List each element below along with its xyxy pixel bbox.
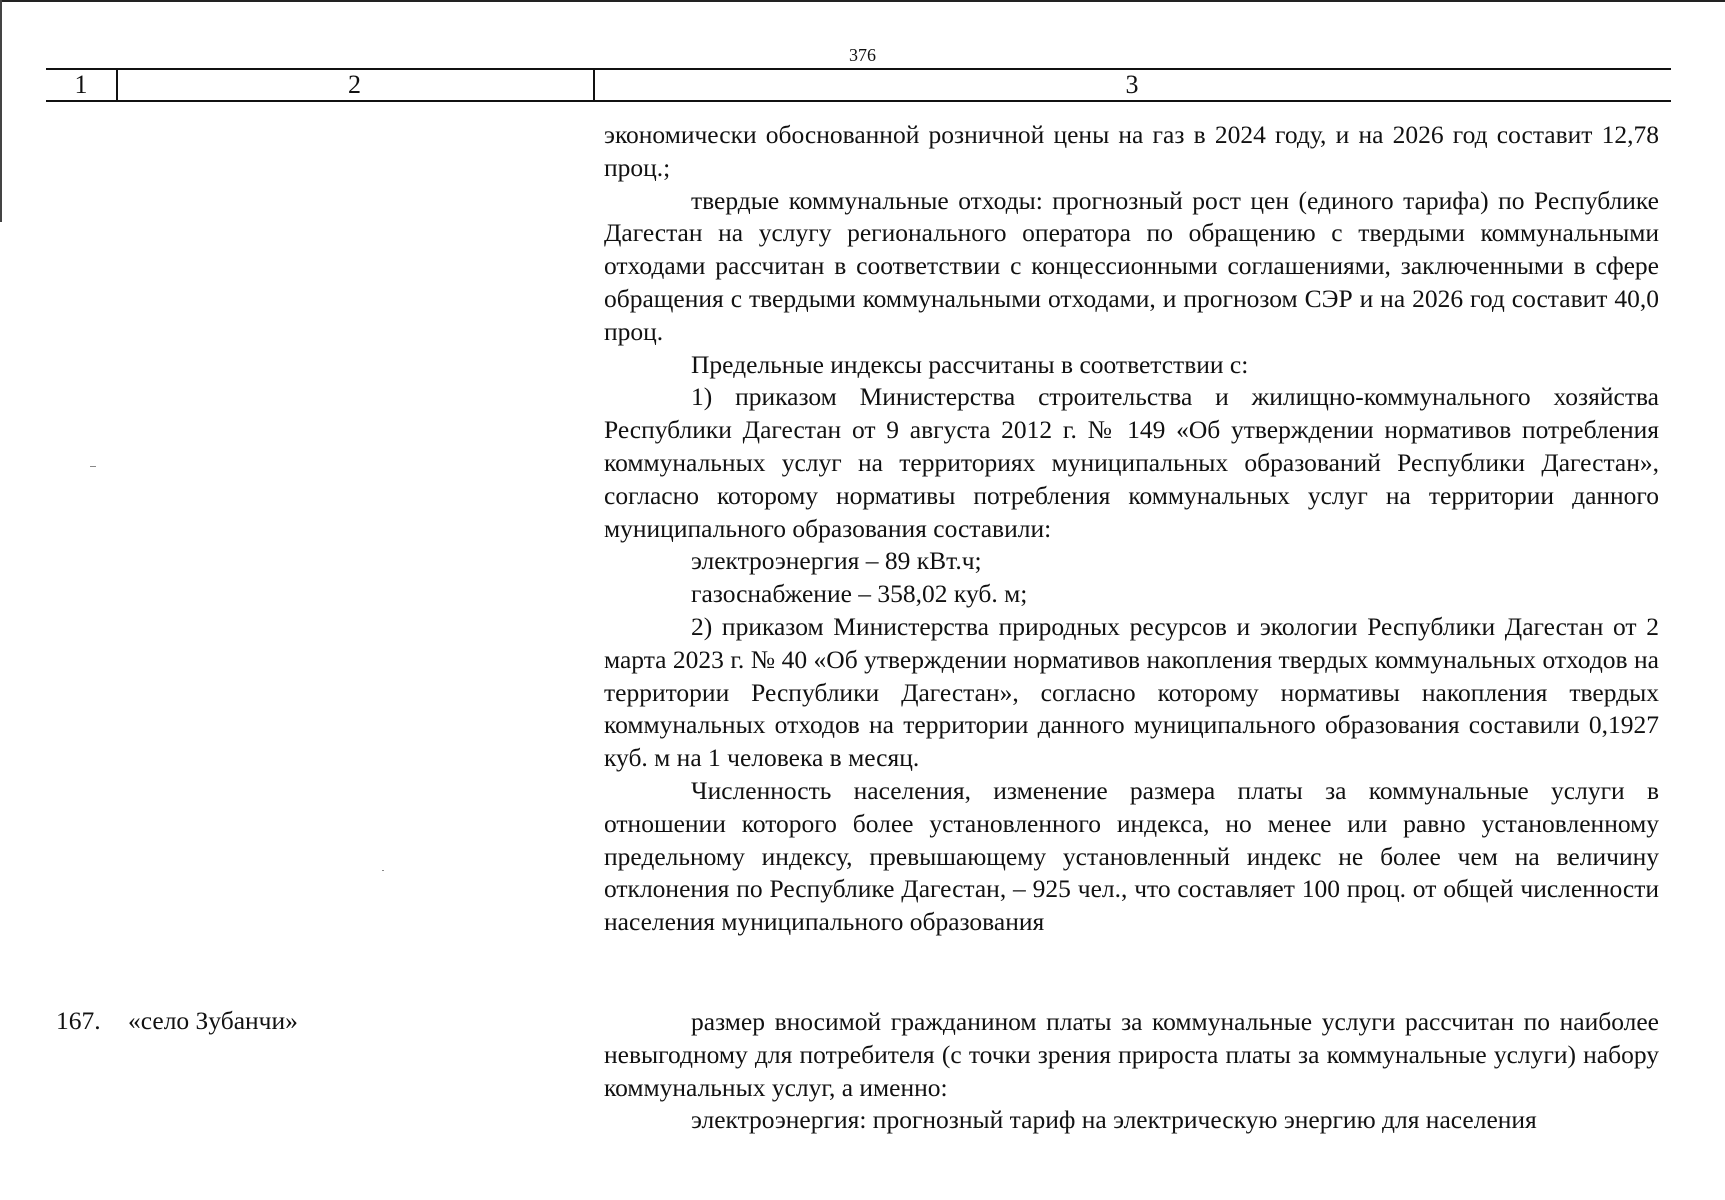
paragraph: газоснабжение – 358,02 куб. м;: [691, 579, 1028, 609]
paragraph: Численность населения, изменение размера платы за коммунальные услуги в отношении которого более установленного индекса, но менее или равно установленному предельному индексу, превышающему установленный индекс не более чем на величину отклонения по Республике Дагестан, – 925 чел., что составляет 100 проц. от общей численности населения муниципального образования: [604, 775, 1659, 937]
scan-edge-top: [0, 0, 1725, 2]
entry-name: «село Зубанчи»: [128, 1006, 298, 1035]
paragraph: Предельные индексы рассчитаны в соответствии с:: [691, 349, 1249, 379]
paragraph: электроэнергия – 89 кВт.ч;: [691, 546, 982, 576]
scan-speck: [90, 466, 96, 467]
page-number: 376: [849, 45, 876, 65]
scan-speck: [382, 870, 384, 871]
table-header-bottom-rule: [46, 100, 1671, 102]
column-header-1: 1: [74, 70, 88, 99]
column-header-2: 2: [348, 70, 361, 99]
entry-number: 167.: [56, 1006, 101, 1035]
paragraph: твердые коммунальные отходы: прогнозный рост цен (единого тарифа) по Республике Дагестан на услугу регионального оператора по обращению с твердыми коммунальными отходами рассчитан в соответствии с концессионными соглашениями, заключенными в сфере обращения с твердыми коммунальными отходами, и прогнозом СЭР и на 2026 год составит 40,0 проц.: [604, 185, 1659, 346]
section-text-entry: [604, 1006, 1659, 1137]
paragraph: электроэнергия: прогнозный тариф на электрическую энергию для населения: [691, 1105, 1537, 1135]
paragraph: экономически обоснованной розничной цены на газ в 2024 году, и на 2026 год составит 12,78 проц.;: [604, 120, 1659, 182]
paragraph: 2) приказом Министерства природных ресурсов и экологии Республики Дагестан от 2 марта 2023 г. № 40 «Об утверждении нормативов накопления твердых коммунальных отходов на территории Республики Дагестан», согласно которому нормативы накопления твердых коммунальных отходов на территории данного муниципального образования составили 0,1927 куб. м на 1 человека в месяц.: [604, 611, 1659, 773]
section-text-continued: [604, 119, 1659, 939]
scan-edge-left: [0, 0, 2, 222]
paragraph: 1) приказом Министерства строительства и жилищно-коммунального хозяйства Республики Дагестан от 9 августа 2012 г. № 149 «Об утверждении нормативов потребления коммунальных услуг на территориях муниципальных образований Республики Дагестан», согласно которому нормативы потребления коммунальных услуг на территории данного муниципального образования составили:: [604, 382, 1659, 543]
column-header-3: 3: [1125, 70, 1139, 99]
paragraph: размер вносимой гражданином платы за коммунальные услуги рассчитан по наиболее невыгодному для потребителя (с точки зрения прироста платы за коммунальные услуги) набору коммунальных услуг, а именно:: [604, 1007, 1659, 1102]
